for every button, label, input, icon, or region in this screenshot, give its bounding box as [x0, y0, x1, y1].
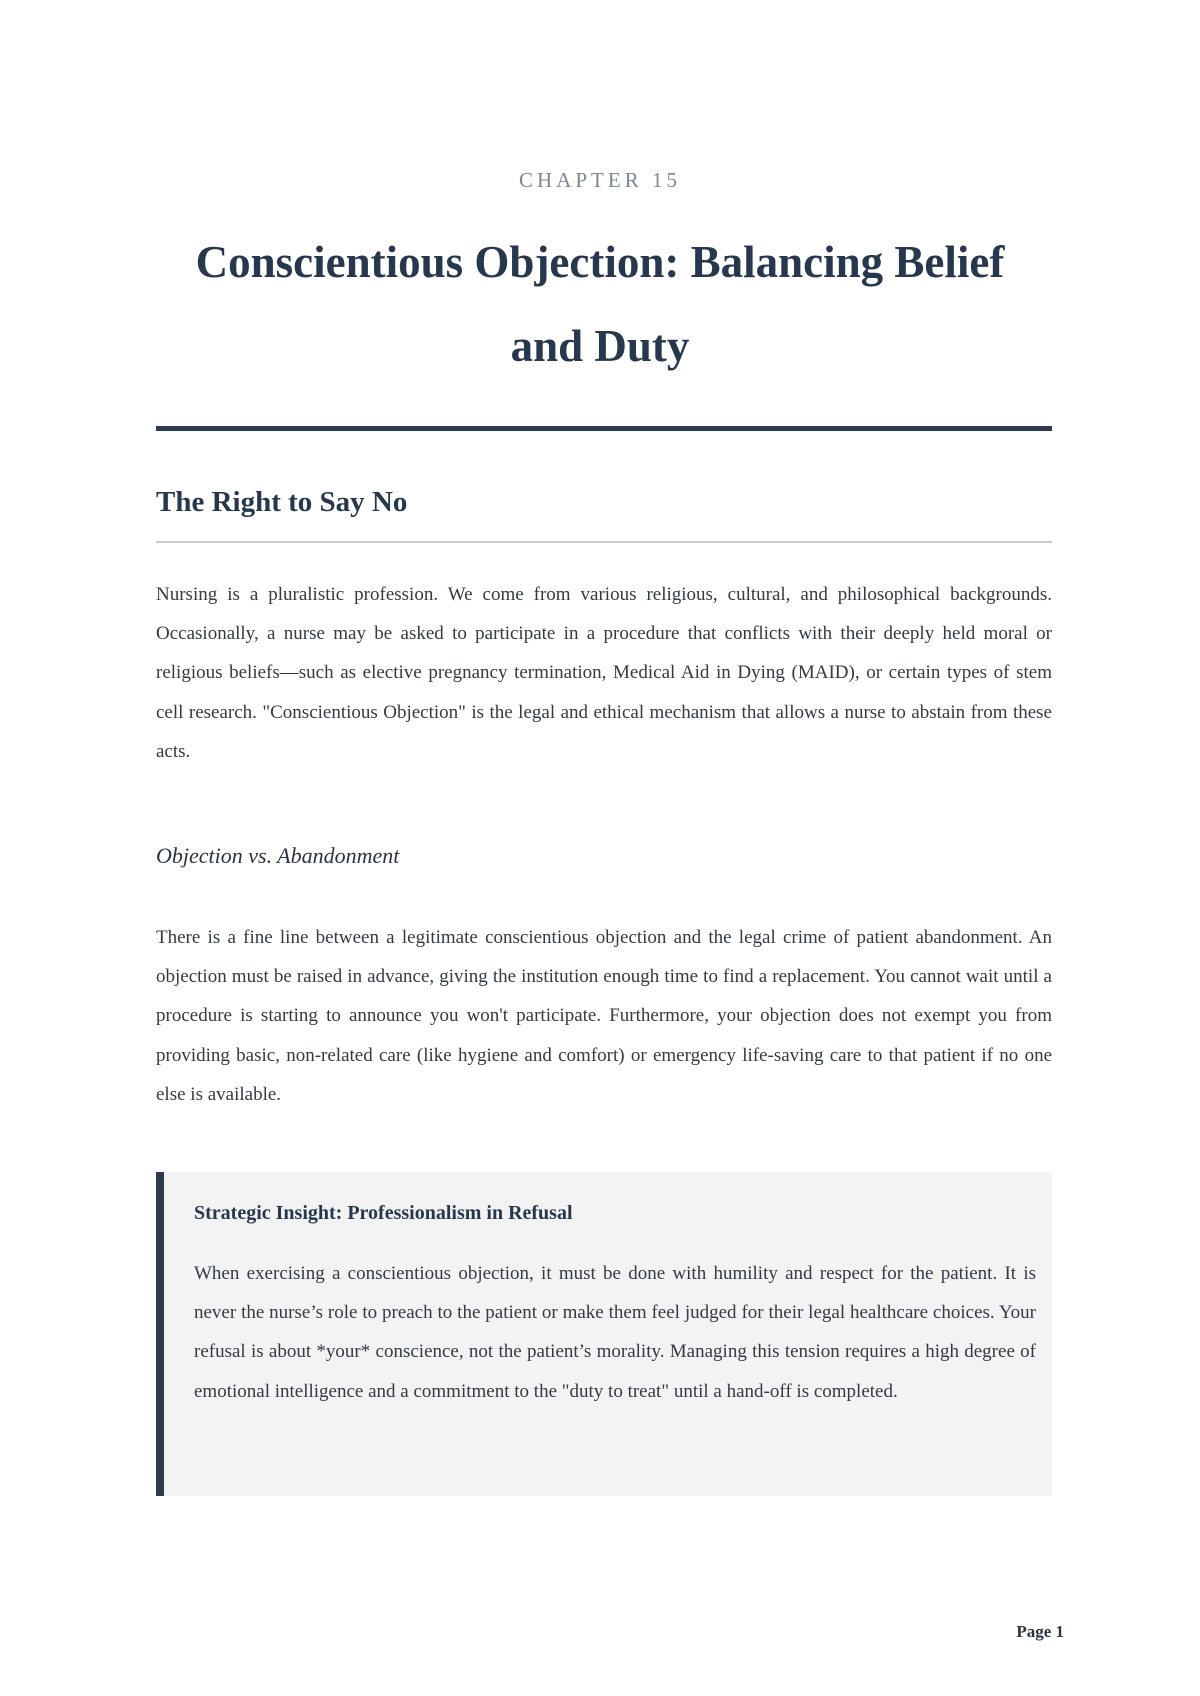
strategic-insight-callout: [156, 1172, 1052, 1496]
chapter-title: Conscientious Objection: Balancing Belief and Duty: [195, 237, 1005, 371]
section-divider: [156, 541, 1052, 543]
body-paragraph-2: There is a fine line between a legitimate conscientious objection and the legal crime of patient abandonment. An objection must be raised in advance, giving the institution enough time to find a replacement. You cannot wait until a procedure is starting to announce you won't participate. Furthermore, your objection does not exempt you from providing basic, non-related care (like hygiene and comfort) or emergency life-saving care to that patient if no one else is available.: [156, 927, 1052, 1105]
chapter-label: CHAPTER 15: [519, 168, 681, 192]
callout-body: When exercising a conscientious objection, it must be done with humility and respect for the patient. It is never the nurse’s role to preach to the patient or make them feel judged for their legal healthcare choices. Your refusal is about *your* conscience, not the patient’s morality. Managing this tension requires a high degree of emotional intelligence and a commitment to the "duty to treat" until a hand-off is completed.: [194, 1263, 1036, 1402]
subsection-heading: Objection vs. Abandonment: [156, 843, 400, 868]
body-paragraph-1: Nursing is a pluralistic profession. We come from various religious, cultural, and philosophical backgrounds. Occasionally, a nurse may be asked to participate in a procedure that conflicts with their deeply held moral or religious beliefs—such as elective pregnancy termination, Medical Aid in Dying (MAID), or certain types of stem cell research. "Conscientious Objection" is the legal and ethical mechanism that allows a nurse to abstain from these acts.: [156, 584, 1052, 762]
page-number: Page 1: [1016, 1622, 1064, 1641]
section-heading: The Right to Say No: [156, 486, 408, 518]
callout-title: Strategic Insight: Professionalism in Refusal: [194, 1202, 573, 1224]
title-divider: [156, 426, 1052, 431]
